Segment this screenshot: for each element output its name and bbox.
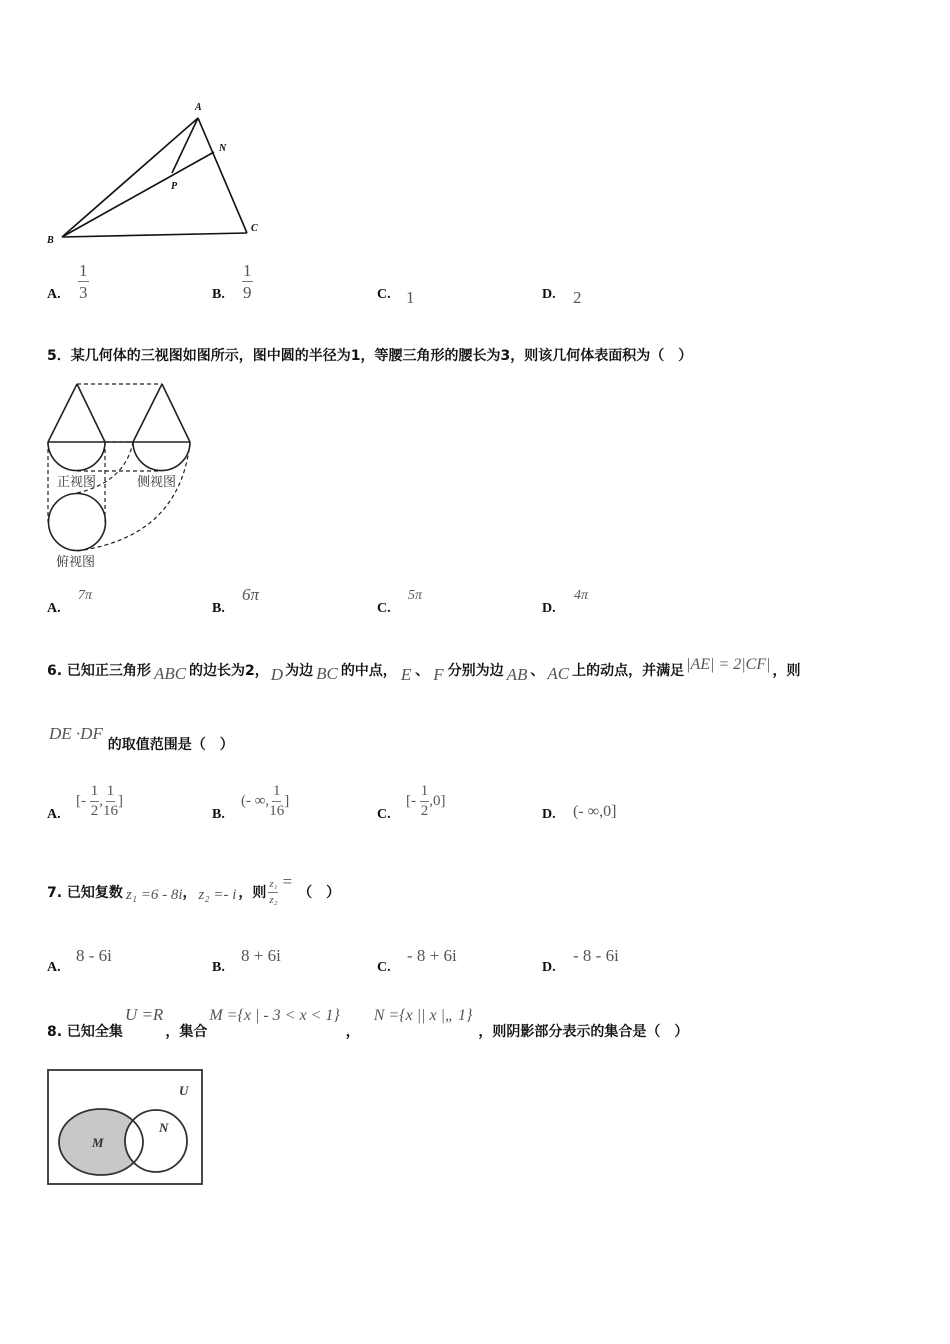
q5-stem: 5．某几何体的三视图如图所示，图中圆的半径为1，等腰三角形的腰长为3，则该几何体表面积为（ ） xyxy=(47,348,693,364)
segment-ab xyxy=(62,118,198,237)
text: ，则 xyxy=(238,885,267,901)
segment-bn xyxy=(62,152,214,237)
q6-stem-line2 xyxy=(49,724,234,753)
math: DE ·DF xyxy=(49,724,103,743)
q6-option-a-value xyxy=(76,784,123,819)
text: 上的动点，并满足 xyxy=(572,663,685,679)
q7-option-c-value: - 8 + 6i xyxy=(407,946,457,965)
numerator: 1 xyxy=(243,261,252,280)
text: 8. 已知全集 xyxy=(47,1024,123,1040)
point-label-a: A xyxy=(195,102,202,113)
front-view-label: 正视图 xyxy=(57,474,97,489)
text: 的取值范围是（ ） xyxy=(107,737,234,753)
text: ，集合 xyxy=(165,1024,208,1040)
denominator: 2 xyxy=(420,803,429,819)
denominator: 9 xyxy=(243,283,252,302)
math: z₁ =6 - 8i xyxy=(125,886,183,903)
q5-option-c-value: 5π xyxy=(408,588,423,603)
q7-option-c-label: C. xyxy=(377,960,391,975)
point-label-c: C xyxy=(251,223,258,234)
text: ，则阴影部分表示的集合是（ ） xyxy=(478,1024,689,1040)
math: N ={x || x |„ 1} xyxy=(373,1007,473,1024)
q7-option-b-label: B. xyxy=(212,960,225,975)
equals: = xyxy=(282,872,293,891)
math: D xyxy=(270,665,284,684)
math: E xyxy=(400,665,412,684)
numerator: 1 xyxy=(79,261,88,280)
three-view-figure xyxy=(40,372,210,572)
q8-stem xyxy=(47,1005,688,1041)
top-view-label: 俯视图 xyxy=(56,554,96,569)
denominator: 16 xyxy=(269,803,285,819)
denominator: 3 xyxy=(79,283,88,302)
q7-option-b-value: 8 + 6i xyxy=(241,946,281,965)
text: ] xyxy=(118,792,123,809)
math: M ={x | - 3 < x < 1} xyxy=(209,1007,340,1024)
q4-option-c-label: C. xyxy=(377,287,391,302)
text: ， xyxy=(182,885,197,901)
numerator: 1 xyxy=(420,784,430,802)
q4-option-c-value: 1 xyxy=(406,288,415,307)
q6-option-c-value xyxy=(406,784,446,819)
q4-option-b-value xyxy=(242,262,253,301)
triangle-figure xyxy=(40,100,280,250)
segment-bc xyxy=(62,233,247,237)
q4-option-b-label: B. xyxy=(212,287,225,302)
math: AC xyxy=(547,664,570,683)
q7-stem xyxy=(47,870,340,914)
q6-stem xyxy=(47,655,801,685)
q5-option-a-value: 7π xyxy=(78,588,93,603)
math: AB xyxy=(506,665,528,684)
text: 的边长为2， xyxy=(189,663,269,679)
text: 的中点， xyxy=(340,663,397,679)
text: 6. 已知正三角形 xyxy=(47,663,151,679)
numerator: z₁ xyxy=(268,879,278,893)
text: ，则 xyxy=(772,663,801,679)
point-label-b: B xyxy=(47,235,54,246)
math: |AE| = 2|CF| xyxy=(686,656,771,673)
q6-option-d-value: (- ∞,0] xyxy=(573,803,617,820)
text: 7. 已知复数 xyxy=(47,885,123,901)
q4-option-a-label: A. xyxy=(47,287,61,302)
text: ] xyxy=(284,792,290,809)
venn-label-m: M xyxy=(92,1135,104,1150)
text: (- ∞, xyxy=(241,792,270,809)
math: ABC xyxy=(153,664,187,683)
text: 、 xyxy=(415,663,430,679)
q7-option-d-value: - 8 - 6i xyxy=(573,946,619,965)
denominator: 2 xyxy=(90,803,99,819)
q7-option-a-label: A. xyxy=(47,960,61,975)
q4-option-d-label: D. xyxy=(542,287,556,302)
point-label-p: P xyxy=(171,181,178,192)
numerator: 1 xyxy=(272,784,282,802)
math: F xyxy=(433,665,444,684)
venn-label-u: U xyxy=(179,1083,189,1098)
segment-ac xyxy=(198,118,247,233)
side-view-label: 侧视图 xyxy=(137,474,177,489)
q4-option-a-value xyxy=(78,262,89,301)
denominator: z₂ xyxy=(269,893,278,906)
q6-option-d-label: D. xyxy=(542,807,556,822)
text: 分别为边 xyxy=(447,663,504,679)
text: （ ） xyxy=(298,885,341,901)
math: z₂ =- i xyxy=(198,886,237,903)
q5-option-d-value: 4π xyxy=(574,588,589,603)
numerator: 1 xyxy=(106,784,116,802)
venn-label-n: N xyxy=(159,1120,169,1135)
point-label-n: N xyxy=(219,143,227,154)
denominator: 16 xyxy=(103,803,118,819)
math: BC xyxy=(316,664,338,683)
numerator: 1 xyxy=(90,784,100,802)
text: [- xyxy=(76,792,90,809)
q5-option-b-label: B. xyxy=(212,601,225,616)
q7-option-d-label: D. xyxy=(542,960,556,975)
q5-option-c-label: C. xyxy=(377,601,391,616)
text: 为边 xyxy=(285,663,314,679)
q5-option-a-label: A. xyxy=(47,601,61,616)
q5-option-d-label: D. xyxy=(542,601,556,616)
q6-option-c-label: C. xyxy=(377,807,391,822)
q6-option-a-label: A. xyxy=(47,807,61,822)
venn-diagram xyxy=(44,1066,206,1188)
q4-option-d-value: 2 xyxy=(573,288,582,307)
text: ,0] xyxy=(429,792,446,809)
q6-option-b-label: B. xyxy=(212,807,225,822)
text: [- xyxy=(406,792,420,809)
segment-ap xyxy=(172,118,198,173)
text: 、 xyxy=(530,663,545,679)
math: U =R xyxy=(124,1005,164,1024)
q6-option-b-value xyxy=(241,784,289,819)
text: ， xyxy=(345,1024,360,1040)
q5-option-b-value: 6π xyxy=(242,585,260,604)
text: , xyxy=(99,792,103,809)
q7-option-a-value: 8 - 6i xyxy=(76,946,112,965)
